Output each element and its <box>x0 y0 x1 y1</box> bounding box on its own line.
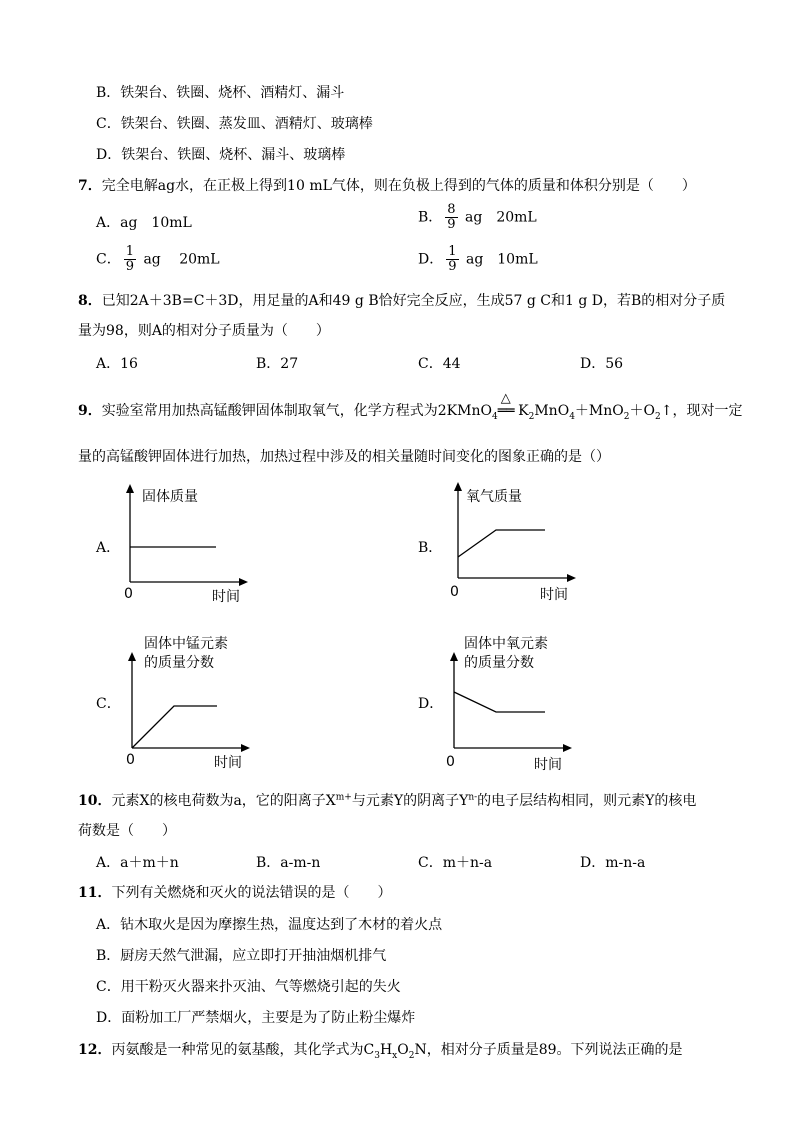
prev-option-d: D．铁架台、铁圈、烧杯、漏斗、玻璃棒 <box>96 147 346 163</box>
q8-stem-line2: 量为98，则A的相对分子质量为（ ） <box>78 323 330 339</box>
q7-option-c: C． $\frac{1}{9}$ ag 20mL <box>96 244 220 274</box>
q11-option-a: A．钻木取火是因为摩擦生热，温度达到了木材的着火点 <box>96 917 443 933</box>
q9-stem-line2: 量的高锰酸钾固体进行加热，加热过程中涉及的相关量随时间变化的图象正确的是（） <box>78 449 610 465</box>
q9-graph-a-xlabel: 时间 <box>212 589 240 605</box>
q9-graph-b <box>448 480 578 584</box>
q9-graph-b-curve <box>458 530 545 557</box>
q9-number: 9． <box>78 403 102 419</box>
q9-graph-c-ylabel-2: 的质量分数 <box>144 655 214 671</box>
prev-option-b: B．铁架台、铁圈、烧杯、酒精灯、漏斗 <box>96 85 345 101</box>
q9-graph-a-option: A． <box>96 540 121 556</box>
q7-number: 7． <box>78 178 102 194</box>
q10-stem-line1: 10．元素X的核电荷数为a，它的阳离子$X^{m+}$与元素Y的阴离子$Y^{n-}$的电子层结构相同，则元素Y的核电 <box>78 792 697 809</box>
q10-number: 10． <box>78 793 112 809</box>
q9-stem-line1: 9．实验室常用加热高锰酸钾固体制取氧气，化学方程式为2KMnO$_4$ △ ══ $K_2MnO_4+MnO_2+O_2↑$，现对一定 <box>78 391 743 422</box>
q8-option-a: A．16 <box>96 356 138 372</box>
q10-stem-line2: 荷数是（ ） <box>78 823 176 839</box>
q7-option-a: A．ag 10mL <box>96 215 192 231</box>
q9-graph-a-ylabel: 固体质量 <box>142 489 198 505</box>
q8-stem-line1: 8．已知2A＋3B=C＋3D，用足量的A和49 g B恰好完全反应，生成57 g C和1 g D，若B的相对分子质 <box>78 293 726 309</box>
q9-graph-c-origin: 0 <box>126 752 135 768</box>
q9-graph-a-origin: 0 <box>124 586 133 602</box>
q11-stem: 11．下列有关燃烧和灭火的说法错误的是（ ） <box>78 885 392 901</box>
q11-option-b: B．厨房天然气泄漏，应立即打开抽油烟机排气 <box>96 948 387 964</box>
q7-option-b: B． $\frac{8}{9}$ ag 20mL <box>418 202 537 232</box>
q9-graph-d <box>444 650 574 752</box>
q9-graph-b-option: B． <box>418 540 443 556</box>
q9-graph-d-ylabel-2: 的质量分数 <box>464 655 534 671</box>
q8-option-d: D．56 <box>580 356 624 372</box>
q9-graph-c-curve <box>132 706 217 748</box>
q9-graph-d-origin: 0 <box>446 754 455 770</box>
q8-option-b: B．27 <box>256 356 299 372</box>
q9-graph-d-curve <box>454 692 545 712</box>
q11-number: 11． <box>78 885 112 901</box>
q9-graph-b-origin: 0 <box>450 584 459 600</box>
prev-option-c: C．铁架台、铁圈、蒸发皿、酒精灯、玻璃棒 <box>96 116 373 132</box>
q7-stem <box>78 175 696 195</box>
q10-option-c: C．m＋n-a <box>418 855 493 871</box>
q7-d-fraction: $\frac{1}{9}$ <box>448 244 457 274</box>
q9-graph-d-xlabel: 时间 <box>534 757 562 773</box>
q9-graph-d-option: D． <box>418 696 444 712</box>
q10-option-a: A．a＋m＋n <box>96 855 179 871</box>
q7-text: 完全电解ag水，在正极上得到10 mL气体，则在负极上得到的气体的质量和体积分别是（ ） <box>101 178 696 194</box>
q7-option-d: D． $\frac{1}{9}$ ag 10mL <box>418 244 538 274</box>
q9-graph-c-ylabel-1: 固体中锰元素 <box>144 636 228 652</box>
q7-c-fraction: $\frac{1}{9}$ <box>125 244 134 274</box>
q9-graph-c <box>122 650 252 752</box>
q10-option-d: D．m-n-a <box>580 855 646 871</box>
q9-graph-b-ylabel: 氧气质量 <box>466 489 522 505</box>
q9-graph-b-xlabel: 时间 <box>540 587 568 603</box>
heat-delta-symbol: △ ══ <box>497 391 515 419</box>
q9-graph-c-xlabel: 时间 <box>214 755 242 771</box>
q9-graph-d-ylabel-1: 固体中氧元素 <box>464 636 548 652</box>
q9-graph-a <box>120 482 250 586</box>
q8-option-c: C．44 <box>418 356 461 372</box>
q11-option-d: D．面粉加工厂严禁烟火，主要是为了防止粉尘爆炸 <box>96 1010 416 1026</box>
q9-graph-c-option: C． <box>96 696 121 712</box>
q10-option-b: B．a-m-n <box>256 855 321 871</box>
q8-number: 8． <box>78 293 102 309</box>
q12-number: 12． <box>78 1042 112 1058</box>
q11-option-c: C．用干粉灭火器来扑灭油、气等燃烧引起的失火 <box>96 979 401 995</box>
q12-stem: 12．丙氨酸是一种常见的氨基酸，其化学式为$C_3H_xO_2N$，相对分子质量是89。下列说法正确的是 <box>78 1042 683 1061</box>
q7-b-fraction: $\frac{8}{9}$ <box>447 202 456 232</box>
